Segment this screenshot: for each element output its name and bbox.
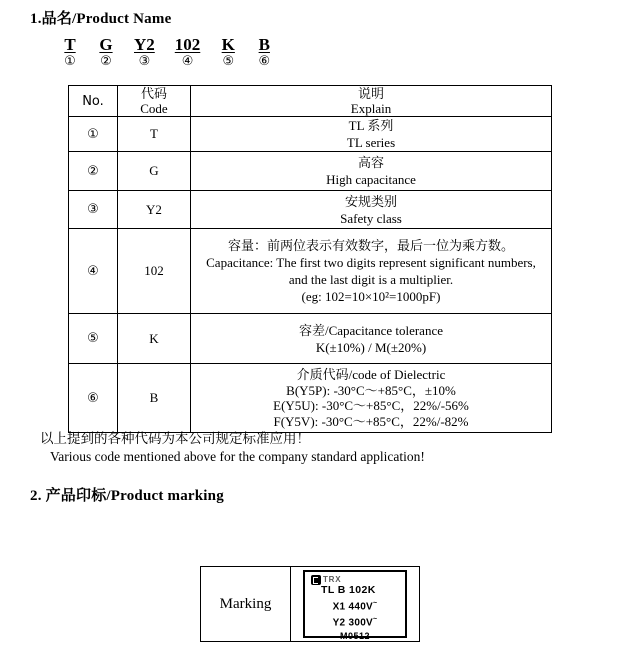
table-row [69, 117, 552, 152]
explain-line: 高容 [357, 155, 384, 170]
code-letter: B [258, 35, 270, 54]
table-header-row [69, 86, 552, 117]
header-explain-cn: 说明 [357, 86, 384, 101]
explain-line: and the last digit is a multiplier. [288, 272, 454, 287]
note-chinese: 以上提到的各种代码为本公司规定标准应用！ [40, 431, 310, 446]
marking-table [200, 566, 420, 642]
code-letter: K [221, 35, 235, 54]
explain-line: TL 系列 [348, 118, 394, 133]
header-code-en: Code [140, 101, 168, 116]
rating-text: Y2 300V [332, 617, 374, 629]
marking-example-cell [291, 567, 419, 641]
explain-line: 容差/Capacitance tolerance [298, 322, 443, 338]
explain-line: B(Y5P): -30°C～+85°C，±10% [286, 382, 456, 398]
header-explain-en: Explain [350, 101, 392, 116]
row-explain [191, 314, 552, 364]
row-no: ① [69, 117, 118, 152]
marking-label: Marking [201, 567, 291, 641]
row-code: T [118, 117, 191, 152]
explain-line: Safety class [340, 210, 402, 226]
explain-line: (eg: 102=10×10²=1000pF) [301, 289, 441, 304]
marking-part-number: TL B 102K [321, 584, 376, 596]
trx-logo-icon [311, 575, 321, 585]
code-part-1 [62, 35, 78, 69]
row-code: Y2 [118, 191, 191, 229]
code-part-2 [98, 35, 114, 69]
table-row [69, 364, 552, 433]
explain-line: 容量：前两位表示有效数字，最后一位为乘方数。 [227, 238, 514, 253]
code-letter: T [64, 35, 76, 54]
row-explain [191, 364, 552, 433]
row-no: ⑤ [69, 314, 118, 364]
product-code-breakdown [62, 35, 272, 69]
marking-date-code: M0512 [339, 630, 371, 641]
rating-text: X1 440V [332, 601, 374, 613]
row-code: G [118, 152, 191, 191]
code-letter: G [99, 35, 113, 54]
capacitor-marking-box [303, 570, 407, 641]
code-part-5 [220, 35, 236, 69]
explain-line: K(±10%) / M(±20%) [315, 339, 427, 355]
explain-line: TL series [346, 135, 396, 150]
explain-line: F(Y5V): -30°C～+85°C，22%/-82% [273, 413, 469, 429]
code-explanation-table [68, 85, 552, 433]
brand-name: TRX [323, 575, 342, 584]
marking-rating-y2 [305, 613, 405, 629]
row-explain [191, 191, 552, 229]
ac-tilde: ~ [373, 600, 378, 607]
explain-line: E(Y5U): -30°C～+85°C，22%/-56% [273, 398, 469, 413]
code-letter: Y2 [134, 35, 155, 54]
circled-number: ② [100, 54, 112, 69]
row-code: B [118, 364, 191, 433]
explain-line: High capacitance [326, 172, 416, 187]
table-row [69, 191, 552, 229]
header-code [118, 86, 191, 117]
circled-number: ④ [181, 54, 194, 69]
header-code-cn: 代码 [140, 86, 167, 101]
table-row [69, 152, 552, 191]
row-explain [191, 229, 552, 314]
header-explain [191, 86, 552, 117]
table-row [69, 229, 552, 314]
standard-application-note [40, 430, 425, 466]
circled-number: ① [64, 54, 76, 69]
explain-line: Capacitance: The first two digits represent significant numbers, [206, 255, 536, 270]
marking-rating-x1 [305, 597, 405, 613]
ac-tilde: ~ [373, 616, 378, 624]
explain-line: 安规类别 [344, 193, 397, 209]
row-code: K [118, 314, 191, 364]
row-no: ⑥ [69, 364, 118, 433]
row-no: ② [69, 152, 118, 191]
row-no: ④ [69, 229, 118, 314]
circled-number: ⑤ [222, 54, 235, 69]
code-part-4 [175, 35, 201, 69]
explain-line: 介质代码/code of Dielectric [296, 367, 446, 382]
row-explain [191, 152, 552, 191]
header-no: No. [69, 86, 118, 117]
code-part-6 [256, 35, 272, 69]
circled-number: ③ [138, 54, 151, 69]
code-letter: 102 [174, 35, 201, 54]
row-code: 102 [118, 229, 191, 314]
section-title-product-marking: 2. 产品印标/Product marking [30, 488, 224, 504]
table-row [69, 314, 552, 364]
row-explain [191, 117, 552, 152]
row-no: ③ [69, 191, 118, 229]
circled-number: ⑥ [258, 54, 271, 69]
section-title-product-name: 1.品名/Product Name [30, 11, 172, 27]
note-english: Various code mentioned above for the company standard application! [50, 449, 425, 464]
code-part-3 [134, 35, 155, 69]
